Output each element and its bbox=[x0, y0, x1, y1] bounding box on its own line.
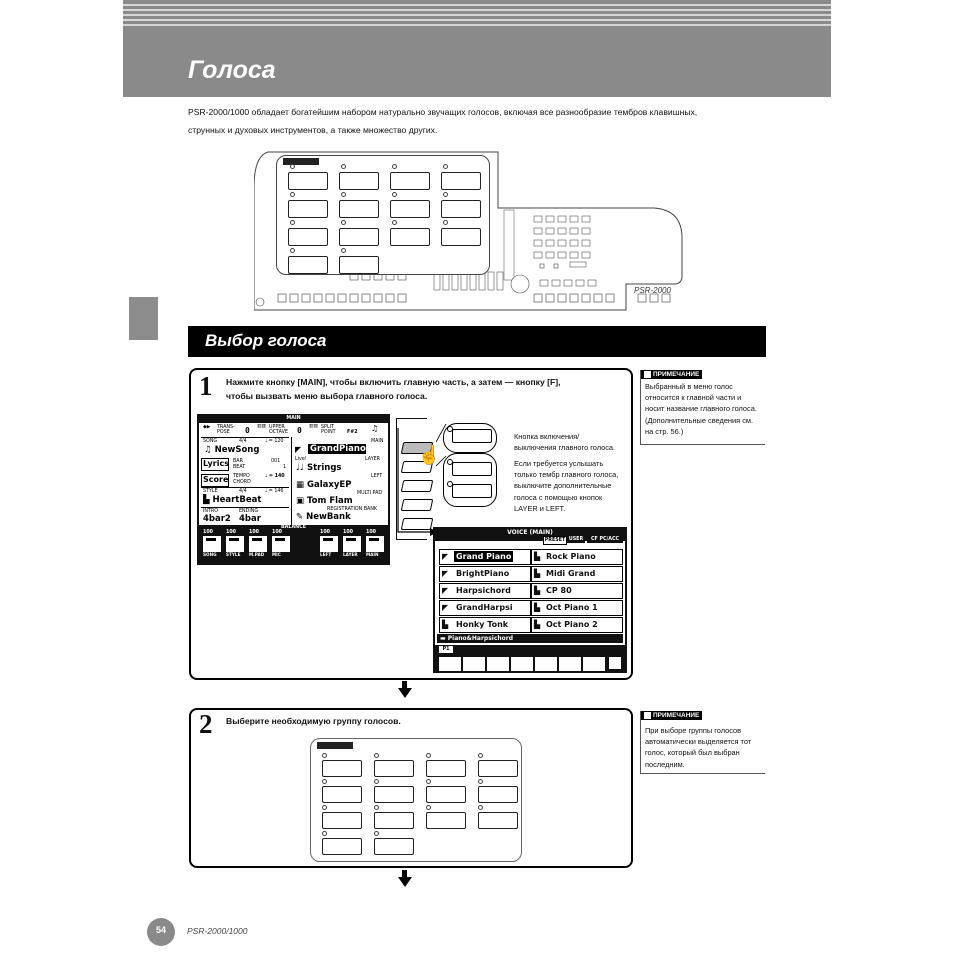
callout-main-button bbox=[514, 431, 615, 453]
main-voice-highlight[interactable] bbox=[308, 444, 366, 454]
split-point-label: SPLIT POINT bbox=[321, 425, 336, 435]
voice-name: Midi Grand bbox=[546, 569, 596, 578]
main-button-zoom bbox=[443, 423, 497, 453]
bar-value: 001 bbox=[271, 459, 281, 464]
left-label: LEFT bbox=[371, 474, 383, 479]
fader-knob bbox=[369, 538, 379, 541]
voice-name: Honky Tonk bbox=[456, 620, 509, 629]
chord-label: CHORD bbox=[233, 480, 251, 485]
split-keyboard-icon: ▥▥ bbox=[309, 424, 319, 429]
voice-group-button[interactable] bbox=[441, 200, 481, 218]
voice-name: Oct Piano 1 bbox=[546, 603, 598, 612]
main-label: MAIN bbox=[371, 439, 384, 444]
voice-button-led bbox=[341, 220, 346, 225]
fader-knob bbox=[206, 538, 216, 541]
footer-function-icon[interactable] bbox=[511, 657, 533, 671]
note-1-line: (Дополнительные сведения см. bbox=[645, 415, 754, 425]
arrow-down-icon bbox=[398, 688, 412, 698]
folder-bar bbox=[437, 634, 623, 643]
footer-function-icon[interactable] bbox=[463, 657, 485, 671]
voice-name: Grand Piano bbox=[456, 552, 512, 561]
arrow-down-icon bbox=[398, 877, 412, 887]
upper-octave-value[interactable]: 0 bbox=[297, 426, 302, 435]
voice-buttons-top bbox=[254, 148, 686, 314]
voice-button-led bbox=[341, 192, 346, 197]
voice-name: BrightPiano bbox=[456, 569, 510, 578]
voice-button-led bbox=[443, 192, 448, 197]
voice-button-led bbox=[392, 164, 397, 169]
piano-icon: ▙ bbox=[534, 569, 541, 578]
voice-list-item[interactable] bbox=[439, 566, 531, 582]
callout-1-line: выключения главного голоса. bbox=[514, 443, 616, 453]
fader-knob bbox=[323, 538, 333, 541]
style-time-signature: 4/4 bbox=[239, 489, 247, 494]
style-name-text: HeartBeat bbox=[212, 495, 262, 505]
balance-label: BALANCE bbox=[281, 525, 306, 530]
layer-label: LAYER bbox=[365, 457, 380, 462]
arrow-down-stem bbox=[402, 870, 407, 877]
footer-icon-row bbox=[435, 656, 625, 671]
voice-group-button[interactable] bbox=[374, 838, 414, 855]
fader-value[interactable]: 100 bbox=[320, 530, 331, 535]
note-1-text bbox=[645, 381, 757, 437]
style-tempo: ♩ = 146 bbox=[265, 489, 284, 494]
step-1-line-2: чтобы вызвать меню выбора главного голоса. bbox=[226, 391, 428, 401]
fader-knob bbox=[252, 538, 262, 541]
tab-user-label: USER bbox=[568, 537, 584, 542]
callout-2-line: Если требуется услышать bbox=[514, 459, 604, 468]
voice-display-title: VOICE (MAIN) bbox=[507, 529, 553, 536]
voice-button-led bbox=[341, 164, 346, 169]
intro-paragraph bbox=[188, 103, 768, 139]
tempo-label: TEMPO bbox=[233, 474, 250, 479]
layer-voice[interactable]: ♩♩ Strings bbox=[296, 463, 342, 473]
voice-select-display bbox=[433, 527, 627, 673]
voice-group-button[interactable] bbox=[390, 172, 430, 190]
regbank-label: REGISTRATION BANK bbox=[327, 507, 378, 512]
upper-octave-label: UPPER OCTAVE bbox=[269, 425, 288, 435]
left-voice[interactable]: ▦ GalaxyEP bbox=[296, 480, 352, 490]
voice-group-button[interactable] bbox=[339, 172, 379, 190]
fader-label: LEFT bbox=[320, 552, 332, 557]
voice-list-item[interactable] bbox=[531, 617, 623, 633]
intro-line-2: струнных и духовых инструментов, а также множество других. bbox=[188, 125, 438, 135]
note-1-box bbox=[640, 370, 765, 445]
step-1-text bbox=[226, 375, 626, 403]
intro-label: INTRO bbox=[203, 509, 219, 514]
footer-function-icon[interactable] bbox=[583, 657, 605, 671]
note-1-line: Выбранный в меню голос bbox=[645, 382, 733, 391]
note-1-line: относится к главной части и bbox=[645, 393, 742, 403]
piano-icon: ▙ bbox=[534, 552, 541, 561]
layer-left-mark: Live! bbox=[295, 457, 307, 462]
layer-on-off-button[interactable] bbox=[452, 462, 492, 476]
metronome-icon: ♫ bbox=[371, 424, 379, 433]
fader-value[interactable]: 100 bbox=[343, 530, 354, 535]
voice-group-button[interactable] bbox=[390, 200, 430, 218]
layer-voice-text: Strings bbox=[306, 463, 342, 473]
folder-path: ▬ Piano&Harpsichord bbox=[440, 635, 514, 642]
voice-button-led bbox=[443, 220, 448, 225]
voice-name: GrandHarpsi bbox=[456, 603, 513, 612]
ending-value[interactable]: 4bar bbox=[239, 514, 261, 524]
note-2-line: автоматически выделяется тот bbox=[645, 737, 752, 747]
voice-group-button[interactable] bbox=[339, 200, 379, 218]
voice-button-led bbox=[290, 192, 295, 197]
multipad-name-text: Tom Flam bbox=[307, 496, 353, 506]
note-2-line: При выборе группы голосов bbox=[645, 726, 742, 735]
voice-list-item[interactable] bbox=[531, 600, 623, 616]
voice-list-item[interactable] bbox=[439, 600, 531, 616]
tab-card-label: CF PC/ACC bbox=[590, 537, 619, 542]
voice-list-item[interactable] bbox=[531, 583, 623, 599]
song-label: SONG bbox=[203, 439, 218, 444]
transpose-icon: ◆▶ bbox=[203, 425, 211, 430]
page-tab-p1[interactable] bbox=[439, 646, 453, 653]
voice-group-button[interactable] bbox=[288, 228, 328, 246]
intro-line-1: PSR-2000/1000 обладает богатейшим набором натурально звучащих голосов, включая все разнообразие тембров клавишных, bbox=[188, 107, 698, 117]
transpose-label: TRANS- POSE bbox=[217, 425, 235, 435]
voice-name: Rock Piano bbox=[546, 552, 596, 561]
voice-list-item[interactable] bbox=[439, 617, 531, 633]
grand-piano-icon: ◤ bbox=[442, 569, 449, 578]
left-led bbox=[447, 481, 453, 487]
beat-label: BEAT bbox=[233, 465, 246, 470]
grand-piano-icon: ◤ bbox=[442, 603, 449, 612]
fader-row bbox=[199, 530, 388, 563]
bar-label: BAR bbox=[233, 459, 243, 464]
step-1-line-1: Нажмите кнопку [MAIN], чтобы включить главную часть, а затем — кнопку [F], bbox=[226, 377, 561, 387]
left-voice-text: GalaxyEP bbox=[307, 480, 352, 490]
up-folder-icon[interactable] bbox=[609, 657, 621, 669]
voice-group-button[interactable] bbox=[441, 172, 481, 190]
style-label: STYLE bbox=[203, 489, 218, 494]
voice-group-button[interactable] bbox=[374, 786, 414, 803]
chapter-side-tab bbox=[129, 297, 158, 340]
score-label: Score bbox=[203, 475, 229, 484]
fader-label: STYLE bbox=[226, 552, 241, 557]
note-2-box bbox=[640, 711, 765, 774]
voice-group-button[interactable] bbox=[288, 200, 328, 218]
note-1-line: носит название главного голоса. bbox=[645, 404, 757, 414]
beat-value: 1 bbox=[283, 465, 287, 470]
multipad-label: MULTI PAD bbox=[357, 491, 383, 496]
voice-button-led bbox=[443, 164, 448, 169]
note-2-text bbox=[645, 725, 751, 770]
tab-preset[interactable] bbox=[543, 536, 567, 545]
lyrics-label: Lyrics bbox=[203, 459, 229, 468]
upright-piano-icon: ▙ bbox=[442, 620, 449, 629]
voice-group-button[interactable] bbox=[441, 228, 481, 246]
balance-panel bbox=[199, 525, 388, 563]
fader-label: LAYER bbox=[343, 552, 358, 557]
footer-function-icon[interactable] bbox=[535, 657, 557, 671]
multipad-name[interactable]: ▣ Tom Flam bbox=[296, 496, 353, 506]
voice-group-button[interactable] bbox=[426, 812, 466, 829]
ending-label: ENDING bbox=[239, 509, 259, 514]
piano-icon: ▙ bbox=[534, 586, 541, 595]
callout-2-line: выключите дополнительные bbox=[514, 481, 612, 491]
left-on-off-button[interactable] bbox=[452, 484, 492, 498]
fader-label: M.PAD bbox=[249, 552, 265, 557]
voice-name: Harpsichord bbox=[456, 586, 511, 595]
voice-group-button[interactable] bbox=[339, 228, 379, 246]
regbank-name-text: NewBank bbox=[306, 512, 351, 522]
voice-button-led bbox=[290, 220, 295, 225]
voice-group-button[interactable] bbox=[478, 812, 518, 829]
footer-model: PSR-2000/1000 bbox=[187, 926, 248, 936]
fader-label: MAIN bbox=[366, 552, 379, 557]
voice-group-button[interactable] bbox=[426, 786, 466, 803]
fader-knob bbox=[346, 538, 356, 541]
transpose-value[interactable]: 0 bbox=[245, 426, 250, 435]
note-1-line: на стр. 56.) bbox=[645, 426, 684, 436]
fader-value[interactable]: 100 bbox=[366, 530, 377, 535]
fader-knob bbox=[275, 538, 285, 541]
fader-label: MIC bbox=[272, 552, 281, 557]
voice-name: CP 80 bbox=[546, 586, 572, 595]
fader-label: SONG bbox=[203, 552, 217, 557]
fader-value[interactable]: 100 bbox=[226, 530, 237, 535]
page-title: Голоса bbox=[188, 56, 276, 84]
footer-function-icon[interactable] bbox=[559, 657, 581, 671]
voice-list bbox=[435, 549, 625, 635]
note-2-line: последним. bbox=[645, 759, 685, 769]
main-display-title: MAIN bbox=[286, 416, 301, 421]
voice-button-led bbox=[290, 248, 295, 253]
voice-display-footer bbox=[435, 645, 625, 671]
style-name[interactable]: ▙ HeartBeat bbox=[203, 495, 262, 505]
main-led bbox=[447, 426, 453, 432]
voice-list-item[interactable] bbox=[439, 549, 531, 565]
song-tempo: ♩ = 120 bbox=[265, 439, 284, 444]
footer-function-icon[interactable] bbox=[439, 657, 461, 671]
voice-group-button[interactable] bbox=[322, 760, 362, 777]
voice-group-button[interactable] bbox=[478, 760, 518, 777]
voice-button-led bbox=[290, 164, 295, 169]
section-title: Выбор голоса bbox=[205, 331, 327, 350]
callout-2-line: только тембр главного голоса, bbox=[514, 470, 619, 480]
page-tab-label: P1 bbox=[442, 647, 450, 652]
keyboard-panel-illustration bbox=[254, 148, 686, 314]
note-icon bbox=[644, 371, 651, 378]
voice-group-button[interactable] bbox=[288, 256, 328, 274]
fader-knob bbox=[229, 538, 239, 541]
voice-list-item[interactable] bbox=[531, 549, 623, 565]
score-button[interactable] bbox=[201, 474, 229, 487]
divider bbox=[201, 437, 289, 438]
regbank-name[interactable]: ✎ NewBank bbox=[296, 512, 351, 522]
fader-value[interactable]: 100 bbox=[203, 530, 214, 535]
callout-2-line: голоса с помощью кнопок bbox=[514, 492, 603, 502]
voice-group-button[interactable] bbox=[322, 812, 362, 829]
tab-card[interactable] bbox=[587, 536, 623, 543]
keyboard-icon: ▥▥ bbox=[257, 424, 267, 429]
note-icon bbox=[644, 712, 651, 719]
voice-group-button[interactable] bbox=[426, 760, 466, 777]
lyrics-button[interactable] bbox=[201, 458, 229, 471]
voice-button-led bbox=[341, 248, 346, 253]
song-time-signature: 4/4 bbox=[239, 439, 247, 444]
note-2-line: голос, который был выбран bbox=[645, 748, 740, 758]
piano-icon: ◤ bbox=[295, 445, 302, 454]
callout-2-line: LAYER и LEFT. bbox=[514, 503, 566, 513]
step-2-text: Выберите необходимую группу голосов. bbox=[226, 716, 401, 726]
callout-layer-left bbox=[514, 458, 618, 514]
fader-value[interactable]: 100 bbox=[272, 530, 283, 535]
page-number: 54 bbox=[155, 925, 166, 935]
callout-1-line: Кнопка включения/ bbox=[514, 432, 580, 441]
folder-path-text: Piano&Harpsichord bbox=[447, 635, 514, 642]
pressing-finger-icon: ☝ bbox=[418, 445, 441, 465]
tempo-value: ♩ = 140 bbox=[265, 474, 285, 479]
grand-piano-icon: ◤ bbox=[442, 552, 449, 561]
footer-function-icon[interactable] bbox=[487, 657, 509, 671]
piano-icon: ▙ bbox=[534, 603, 541, 612]
intro-value[interactable]: 4bar2 bbox=[203, 514, 231, 524]
main-on-off-button[interactable] bbox=[452, 429, 492, 443]
voice-group-button[interactable] bbox=[374, 760, 414, 777]
voice-group-button[interactable] bbox=[322, 786, 362, 803]
note-1-label-text: ПРИМЕЧАНИЕ bbox=[653, 371, 700, 378]
voice-list-item[interactable] bbox=[439, 583, 531, 599]
split-point-value[interactable]: F#2 bbox=[347, 430, 358, 435]
divider bbox=[201, 487, 289, 488]
voice-group-button[interactable] bbox=[390, 228, 430, 246]
piano-icon: ▙ bbox=[534, 620, 541, 629]
main-voice-name: GrandPiano bbox=[310, 444, 366, 454]
voice-list-item[interactable] bbox=[531, 566, 623, 582]
main-display-titlebar bbox=[199, 416, 388, 423]
tab-preset-label: PRESET bbox=[544, 538, 566, 543]
main-display bbox=[197, 414, 390, 565]
divider bbox=[291, 437, 292, 525]
tab-user[interactable] bbox=[567, 536, 585, 543]
voice-group-button[interactable] bbox=[478, 786, 518, 803]
step-1-number: 1 bbox=[199, 371, 213, 401]
voice-group-label-bar bbox=[317, 742, 353, 749]
voice-group-button[interactable] bbox=[374, 812, 414, 829]
voice-button-led bbox=[392, 220, 397, 225]
grand-piano-icon: ◤ bbox=[442, 586, 449, 595]
voice-group-button[interactable] bbox=[322, 838, 362, 855]
layer-led bbox=[447, 459, 453, 465]
voice-name: Oct Piano 2 bbox=[546, 620, 598, 629]
voice-group-button[interactable] bbox=[339, 256, 379, 274]
layer-left-buttons-zoom bbox=[443, 453, 497, 507]
arrow-down-stem bbox=[402, 681, 407, 688]
song-name-text: NewSong bbox=[214, 445, 260, 455]
voice-button-led bbox=[392, 192, 397, 197]
voice-group-button[interactable] bbox=[288, 172, 328, 190]
fader-value[interactable]: 100 bbox=[249, 530, 260, 535]
step-2-number: 2 bbox=[199, 709, 213, 739]
note-2-label-text: ПРИМЕЧАНИЕ bbox=[653, 712, 700, 719]
song-name[interactable]: ♫ NewSong bbox=[204, 445, 260, 455]
keyboard-model-label: PSR-2000 bbox=[634, 286, 671, 295]
divider bbox=[201, 507, 289, 508]
